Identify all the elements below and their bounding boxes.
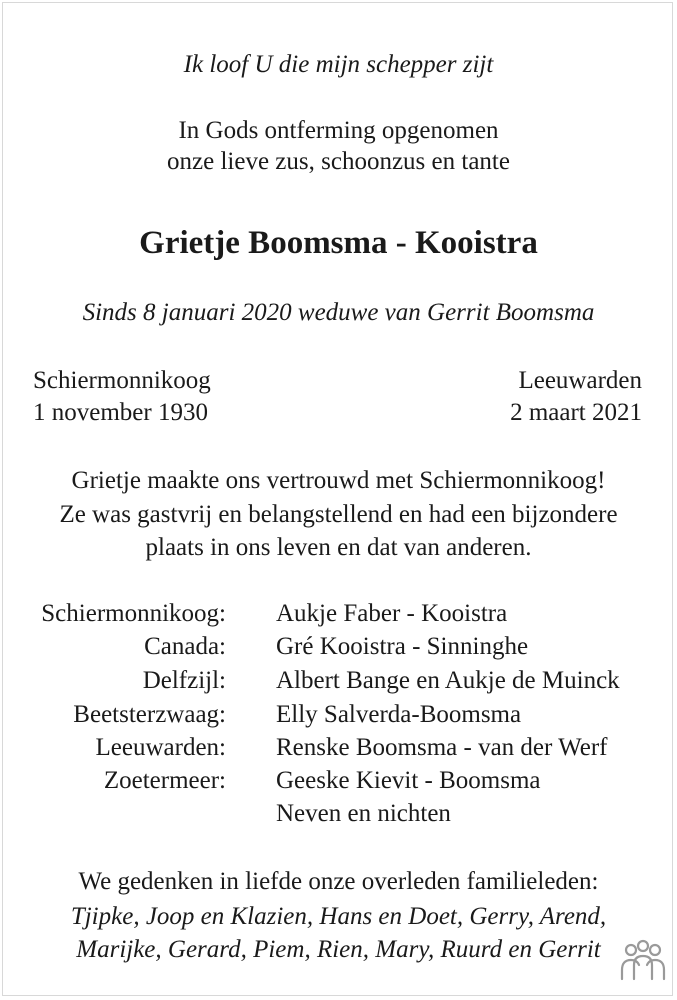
people-group-icon bbox=[618, 937, 668, 987]
death-date: 2 maart 2021 bbox=[510, 399, 642, 426]
tribute-line: Grietje maakte ons vertrouwd met Schiermonnikoog! bbox=[71, 467, 606, 494]
motto: Ik loof U die mijn schepper zijt bbox=[183, 51, 494, 78]
death-place: Leeuwarden bbox=[518, 367, 642, 394]
family-member: Neven en nichten bbox=[276, 800, 451, 827]
family-place: Zoetermeer: bbox=[103, 767, 226, 794]
family-member: Aukje Faber - Kooistra bbox=[276, 600, 508, 627]
family-member: Elly Salverda-Boomsma bbox=[276, 701, 522, 728]
family-place: Schiermonnikoog: bbox=[41, 600, 226, 627]
widow-line: Sinds 8 januari 2020 weduwe van Gerrit Boomsma bbox=[82, 299, 595, 326]
family-place: Beetsterzwaag: bbox=[73, 701, 226, 728]
family-member: Albert Bange en Aukje de Muinck bbox=[276, 667, 620, 694]
family-place: Canada: bbox=[144, 633, 226, 660]
family-member: Geeske Kievit - Boomsma bbox=[276, 767, 541, 794]
family-member: Gré Kooistra - Sinninghe bbox=[276, 633, 529, 660]
family-place: Delfzijl: bbox=[142, 667, 226, 694]
family-place: Leeuwarden: bbox=[95, 734, 226, 761]
tribute-line: plaats in ons leven en dat van anderen. bbox=[145, 534, 532, 561]
tribute-line: Ze was gastvrij en belangstellend en had een bijzondere bbox=[59, 501, 618, 528]
birth-place: Schiermonnikoog bbox=[33, 367, 211, 394]
remembrance-line-1: Tjipke, Joop en Klazien, Hans en Doet, Gerry, Arend, bbox=[70, 903, 607, 930]
birth-date: 1 november 1930 bbox=[33, 399, 208, 426]
deceased-name: Grietje Boomsma - Kooistra bbox=[139, 225, 538, 261]
intro-line-2: onze lieve zus, schoonzus en tante bbox=[167, 148, 510, 175]
family-member: Renske Boomsma - van der Werf bbox=[276, 734, 608, 761]
remembrance-heading: We gedenken in liefde onze overleden familieleden: bbox=[78, 868, 599, 895]
intro-line-1: In Gods ontferming opgenomen bbox=[178, 117, 499, 144]
remembrance-line-2: Marijke, Gerard, Piem, Rien, Mary, Ruurd en Gerrit bbox=[76, 936, 601, 963]
